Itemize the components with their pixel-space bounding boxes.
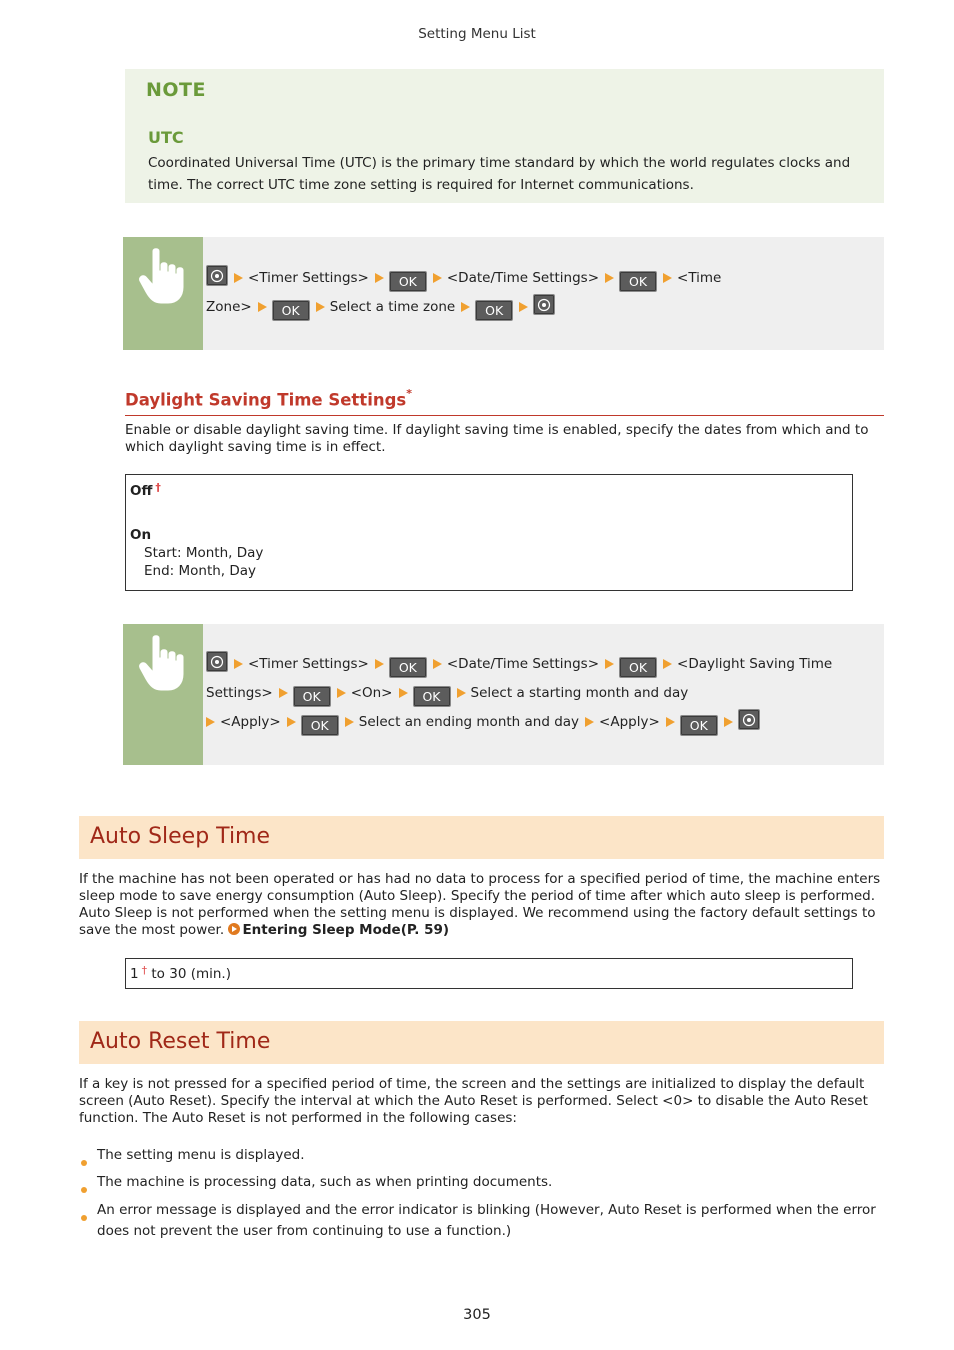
- arrow-right-icon: [234, 273, 243, 283]
- arrow-right-icon: [433, 659, 442, 669]
- page-header-title: Setting Menu List: [418, 26, 536, 42]
- default-dagger: †: [141, 964, 148, 977]
- arrow-right-icon: [461, 302, 470, 312]
- step-time-zone-part1[interactable]: <Time: [677, 270, 722, 286]
- arrow-right-icon: [457, 688, 466, 698]
- arrow-right-icon: [519, 302, 528, 312]
- arrow-right-icon: [605, 659, 614, 669]
- step-dst-settings-part1[interactable]: <Daylight Saving Time: [677, 656, 833, 672]
- option-on-start: Start: Month, Day: [144, 545, 264, 561]
- procedure-steps-time-zone: [206, 264, 856, 322]
- dst-heading-rule: [125, 415, 884, 416]
- dst-heading-text: Daylight Saving Time Settings: [125, 390, 407, 410]
- note-heading: NOTE: [146, 79, 206, 101]
- procedure-line: [206, 679, 876, 708]
- default-dagger: †: [155, 481, 161, 494]
- arrow-right-icon: [724, 717, 733, 727]
- auto-sleep-description: [79, 871, 884, 939]
- sleep-mode-link[interactable]: Entering Sleep Mode(P. 59): [242, 922, 450, 938]
- auto-sleep-text: If the machine has not been operated or has had no data to process for a specified period of time, the machine enters sleep mode to save energy consumption (Auto Sleep). Specify the period of time after which auto sleep is performed. Auto Sleep is not performed when the setting menu is displayed. We recommend using the factory default settings to save the most power.: [79, 871, 881, 938]
- ok-key-icon[interactable]: OK: [293, 686, 331, 707]
- ok-key-icon[interactable]: OK: [389, 657, 427, 678]
- ok-key-icon[interactable]: OK: [301, 715, 339, 736]
- procedure-hand-panel: [123, 624, 203, 765]
- ok-key-icon[interactable]: OK: [389, 271, 427, 292]
- step-dst-settings-part2[interactable]: Settings>: [206, 685, 273, 701]
- step-apply[interactable]: <Apply>: [599, 714, 660, 730]
- note-subheading: UTC: [148, 128, 184, 147]
- arrow-right-icon: [663, 273, 672, 283]
- hand-pointer-icon: [137, 634, 189, 694]
- range-start: 1: [130, 966, 139, 982]
- arrow-right-icon: [666, 717, 675, 727]
- range-end: to 30 (min.): [151, 966, 231, 982]
- bullet-dot-icon: [81, 1152, 87, 1173]
- procedure-box-dst: [123, 624, 884, 765]
- dst-options-box: [125, 474, 853, 591]
- list-item-text: The machine is processing data, such as when printing documents.: [97, 1174, 553, 1190]
- arrow-right-icon: [585, 717, 594, 727]
- ok-key-icon[interactable]: OK: [619, 271, 657, 292]
- option-on-end: End: Month, Day: [144, 563, 257, 579]
- auto-reset-description: If a key is not pressed for a specified period of time, the screen and the settings are initialized to display the default screen (Auto Reset). Specify the interval at which the Auto Reset is performed. Select <0> to disable the Auto Reset function. The Auto Reset is not performed in the following cases:: [79, 1076, 868, 1126]
- bullet-dot-icon: [81, 1179, 87, 1200]
- arrow-right-icon: [279, 688, 288, 698]
- menu-key-icon[interactable]: [206, 265, 228, 286]
- step-select-time-zone: Select a time zone: [329, 299, 456, 315]
- arrow-right-icon: [234, 659, 243, 669]
- step-select-end: Select an ending month and day: [358, 714, 580, 730]
- option-off: [130, 481, 161, 499]
- dst-description: Enable or disable daylight saving time. If daylight saving time is enabled, specify the dates from which and to which daylight saving time is in effect.: [125, 422, 869, 455]
- arrow-right-icon: [287, 717, 296, 727]
- arrow-right-icon: [605, 273, 614, 283]
- procedure-line: [206, 708, 876, 737]
- arrow-right-icon: [337, 688, 346, 698]
- list-item-text: An error message is displayed and the error indicator is blinking (However, Auto Reset is performed when the error does not prevent the user from continuing to use a function.): [97, 1202, 876, 1239]
- arrow-right-icon: [206, 717, 215, 727]
- ok-key-icon[interactable]: OK: [475, 300, 513, 321]
- auto-sleep-range: [130, 964, 231, 982]
- arrow-right-icon: [345, 717, 354, 727]
- arrow-right-icon: [375, 273, 384, 283]
- list-item-text: The setting menu is displayed.: [97, 1147, 305, 1163]
- auto-reset-band: [79, 1021, 884, 1064]
- link-arrow-icon[interactable]: [228, 923, 240, 935]
- step-on[interactable]: <On>: [350, 685, 393, 701]
- menu-key-icon[interactable]: [533, 294, 555, 315]
- procedure-steps-dst: [206, 650, 876, 737]
- note-text: Coordinated Universal Time (UTC) is the primary time standard by which the world regulates clocks and time. The correct UTC time zone setting is required for Internet communications.: [148, 155, 851, 193]
- step-timer-settings[interactable]: <Timer Settings>: [248, 656, 369, 672]
- dst-heading-mark: *: [406, 387, 412, 400]
- auto-sleep-range-box: [125, 958, 853, 989]
- arrow-right-icon: [375, 659, 384, 669]
- ok-key-icon[interactable]: OK: [413, 686, 451, 707]
- procedure-line: [206, 650, 876, 679]
- menu-key-icon[interactable]: [206, 651, 228, 672]
- procedure-hand-panel: [123, 237, 203, 350]
- procedure-line: [206, 264, 856, 293]
- arrow-right-icon: [663, 659, 672, 669]
- option-off-label: Off: [130, 483, 153, 499]
- arrow-right-icon: [433, 273, 442, 283]
- bullet-dot-icon: [81, 1207, 87, 1228]
- hand-pointer-icon: [137, 247, 189, 307]
- step-select-start: Select a starting month and day: [470, 685, 689, 701]
- step-time-zone-part2[interactable]: Zone>: [206, 299, 252, 315]
- dst-heading: [125, 389, 412, 410]
- step-date-time-settings[interactable]: <Date/Time Settings>: [446, 270, 600, 286]
- step-date-time-settings[interactable]: <Date/Time Settings>: [446, 656, 600, 672]
- option-on-label: On: [130, 527, 152, 543]
- page-number: 305: [463, 1307, 491, 1323]
- step-apply[interactable]: <Apply>: [220, 714, 281, 730]
- ok-key-icon[interactable]: OK: [619, 657, 657, 678]
- ok-key-icon[interactable]: OK: [680, 715, 718, 736]
- procedure-box-time-zone: [123, 237, 884, 350]
- arrow-right-icon: [399, 688, 408, 698]
- procedure-line: [206, 293, 856, 322]
- note-box: [125, 69, 884, 203]
- auto-sleep-band: [79, 816, 884, 859]
- auto-sleep-title: Auto Sleep Time: [90, 824, 271, 849]
- arrow-right-icon: [258, 302, 267, 312]
- arrow-right-icon: [316, 302, 325, 312]
- auto-reset-title: Auto Reset Time: [90, 1029, 271, 1054]
- step-timer-settings[interactable]: <Timer Settings>: [248, 270, 369, 286]
- ok-key-icon[interactable]: OK: [272, 300, 310, 321]
- menu-key-icon[interactable]: [738, 709, 760, 730]
